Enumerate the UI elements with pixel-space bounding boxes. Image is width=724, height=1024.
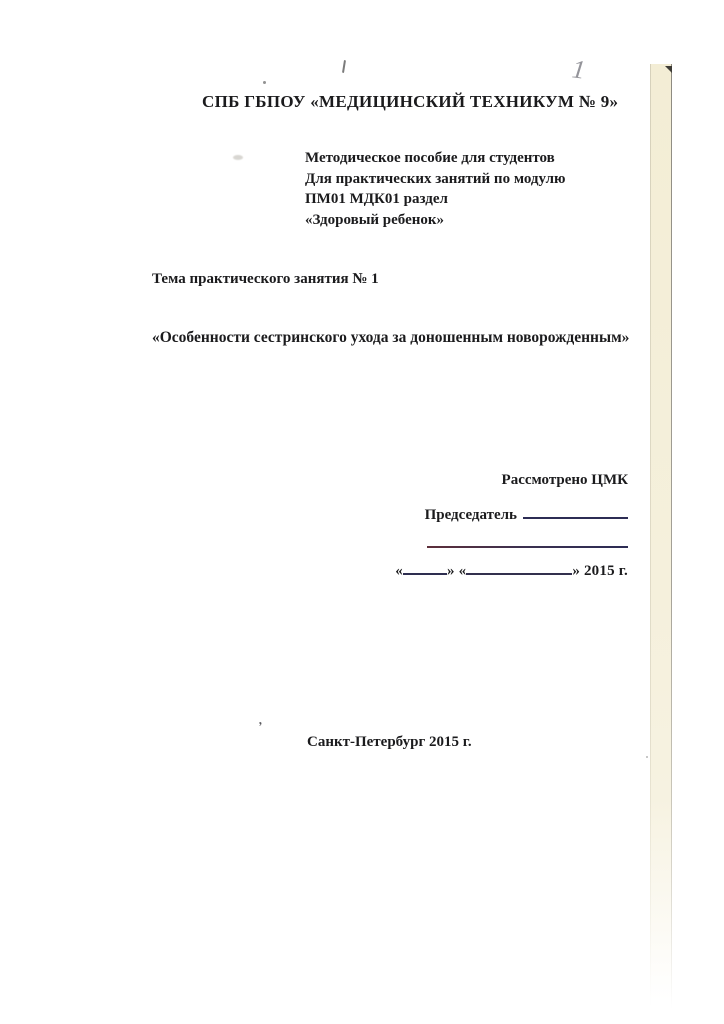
reviewed-by-line: Рассмотрено ЦМК [501, 472, 628, 488]
strip-corner-mark [665, 66, 672, 73]
date-month-blank [466, 559, 572, 575]
subtitle-line: Для практических занятий по модулю [305, 170, 566, 187]
signature-blank-line [427, 546, 628, 548]
subtitle-line: ПМ01 МДК01 раздел [305, 191, 448, 207]
subtitle-line: Методическое пособие для студентов [305, 150, 555, 166]
date-line [395, 559, 628, 580]
review-approval-block [395, 472, 628, 580]
date-open-quote: « [395, 563, 403, 579]
strip-right-edge [671, 64, 673, 1010]
date-month-open-quote: « [458, 563, 467, 579]
lesson-title-quote: «Особенности сестринского ухода за доношенным новорожденным» [152, 329, 630, 346]
scan-speck-strip-dot [646, 756, 648, 758]
subtitle-line: «Здоровый ребенок» [305, 211, 445, 228]
date-year-text: » 2015 г. [572, 563, 628, 579]
scan-speck-squiggle: ʼ [257, 718, 265, 734]
chairman-label: Председатель [424, 507, 517, 523]
scan-speck-dot [263, 81, 266, 84]
strip-left-edge [650, 64, 651, 1010]
handwritten-page-number: 1 [570, 54, 587, 85]
city-year-line: Санкт-Петербург 2015 г. [307, 734, 472, 750]
scan-edge-strip [650, 64, 672, 1010]
date-close-quote: » [446, 563, 455, 579]
institution-header: СПБ ГБПОУ «МЕДИЦИНСКИЙ ТЕХНИКУМ № 9» [202, 92, 619, 111]
date-day-blank [403, 559, 447, 575]
chairman-line [395, 503, 628, 524]
lesson-topic: Тема практического занятия № 1 [152, 271, 379, 287]
scan-speck-smudge [233, 155, 243, 160]
chairman-signature-blank [523, 503, 628, 519]
manual-subtitle-block [305, 148, 566, 230]
scan-speck-tick [342, 60, 346, 73]
